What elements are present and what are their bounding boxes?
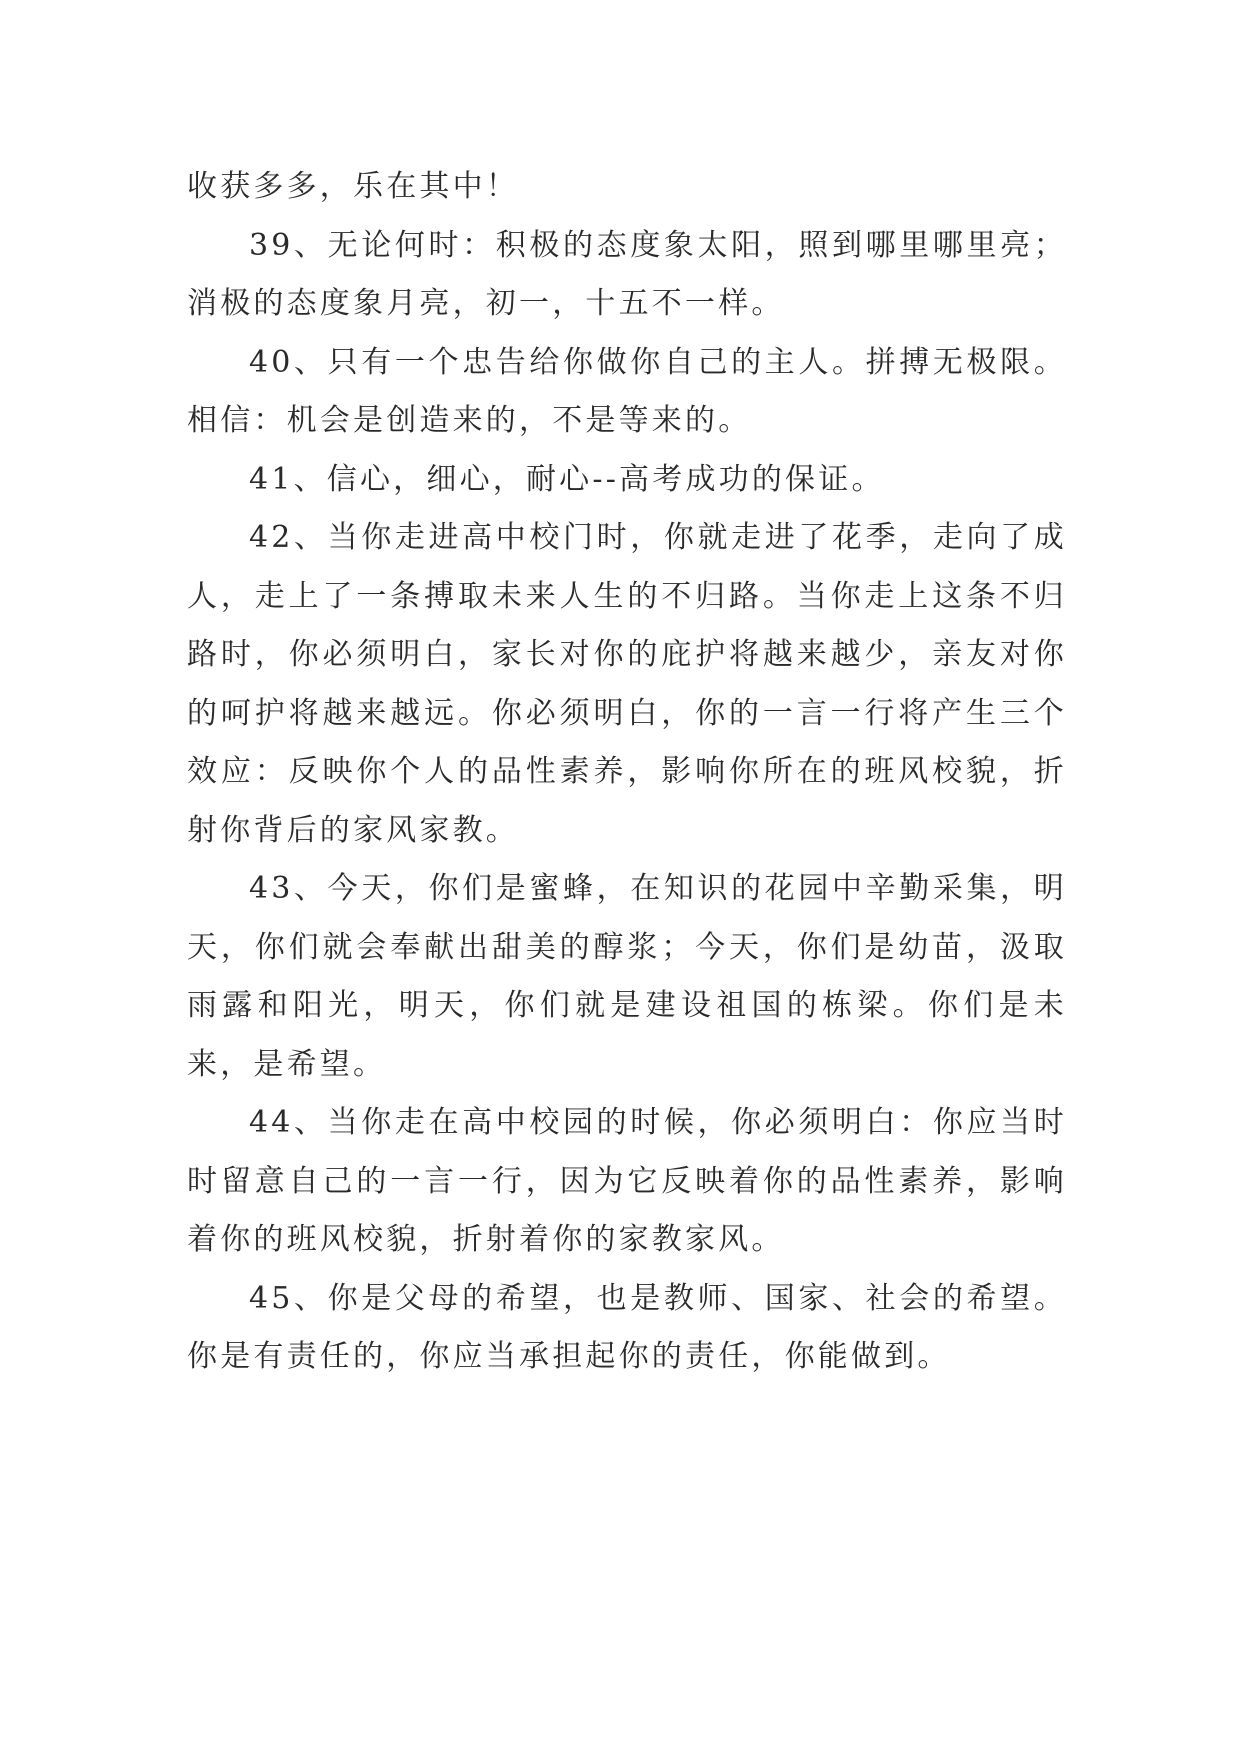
paragraph-41: 41、信心，细心，耐心--高考成功的保证。 <box>249 461 885 497</box>
paragraph-44: 44、当你走在高中校园的时候，你必须明白：你应当时时留意自己的一言一行，因为它反映着你的品性素养，影响着你的班风校貌，折射着你的家教家风。 <box>187 1105 1067 1257</box>
paragraph-43: 43、今天，你们是蜜蜂，在知识的花园中辛勤采集，明天，你们就会奉献出甜美的醇浆；今天，你们是幼苗，汲取雨露和阳光，明天，你们就是建设祖国的栋梁。你们是未来，是希望。 <box>187 871 1067 1082</box>
document-body <box>187 158 1067 1387</box>
paragraph-45: 45、你是父母的希望，也是教师、国家、社会的希望。你是有责任的，你应当承担起你的责任，你能做到。 <box>187 1280 1067 1374</box>
paragraph-39: 39、无论何时：积极的态度象太阳，照到哪里哪里亮；消极的态度象月亮，初一，十五不一样。 <box>187 227 1067 321</box>
paragraph-40: 40、只有一个忠告给你做你自己的主人。拼搏无极限。相信：机会是创造来的，不是等来的。 <box>187 344 1067 438</box>
paragraph-continuation: 收获多多，乐在其中！ <box>187 169 519 204</box>
paragraph-42: 42、当你走进高中校门时，你就走进了花季，走向了成人，走上了一条搏取未来人生的不归路。当你走上这条不归路时，你必须明白，家长对你的庇护将越来越少，亲友对你的呵护将越来越远。你必须明白，你的一言一行将产生三个效应：反映你个人的品性素养，影响你所在的班风校貌，折射你背后的家风家教。 <box>187 520 1067 848</box>
